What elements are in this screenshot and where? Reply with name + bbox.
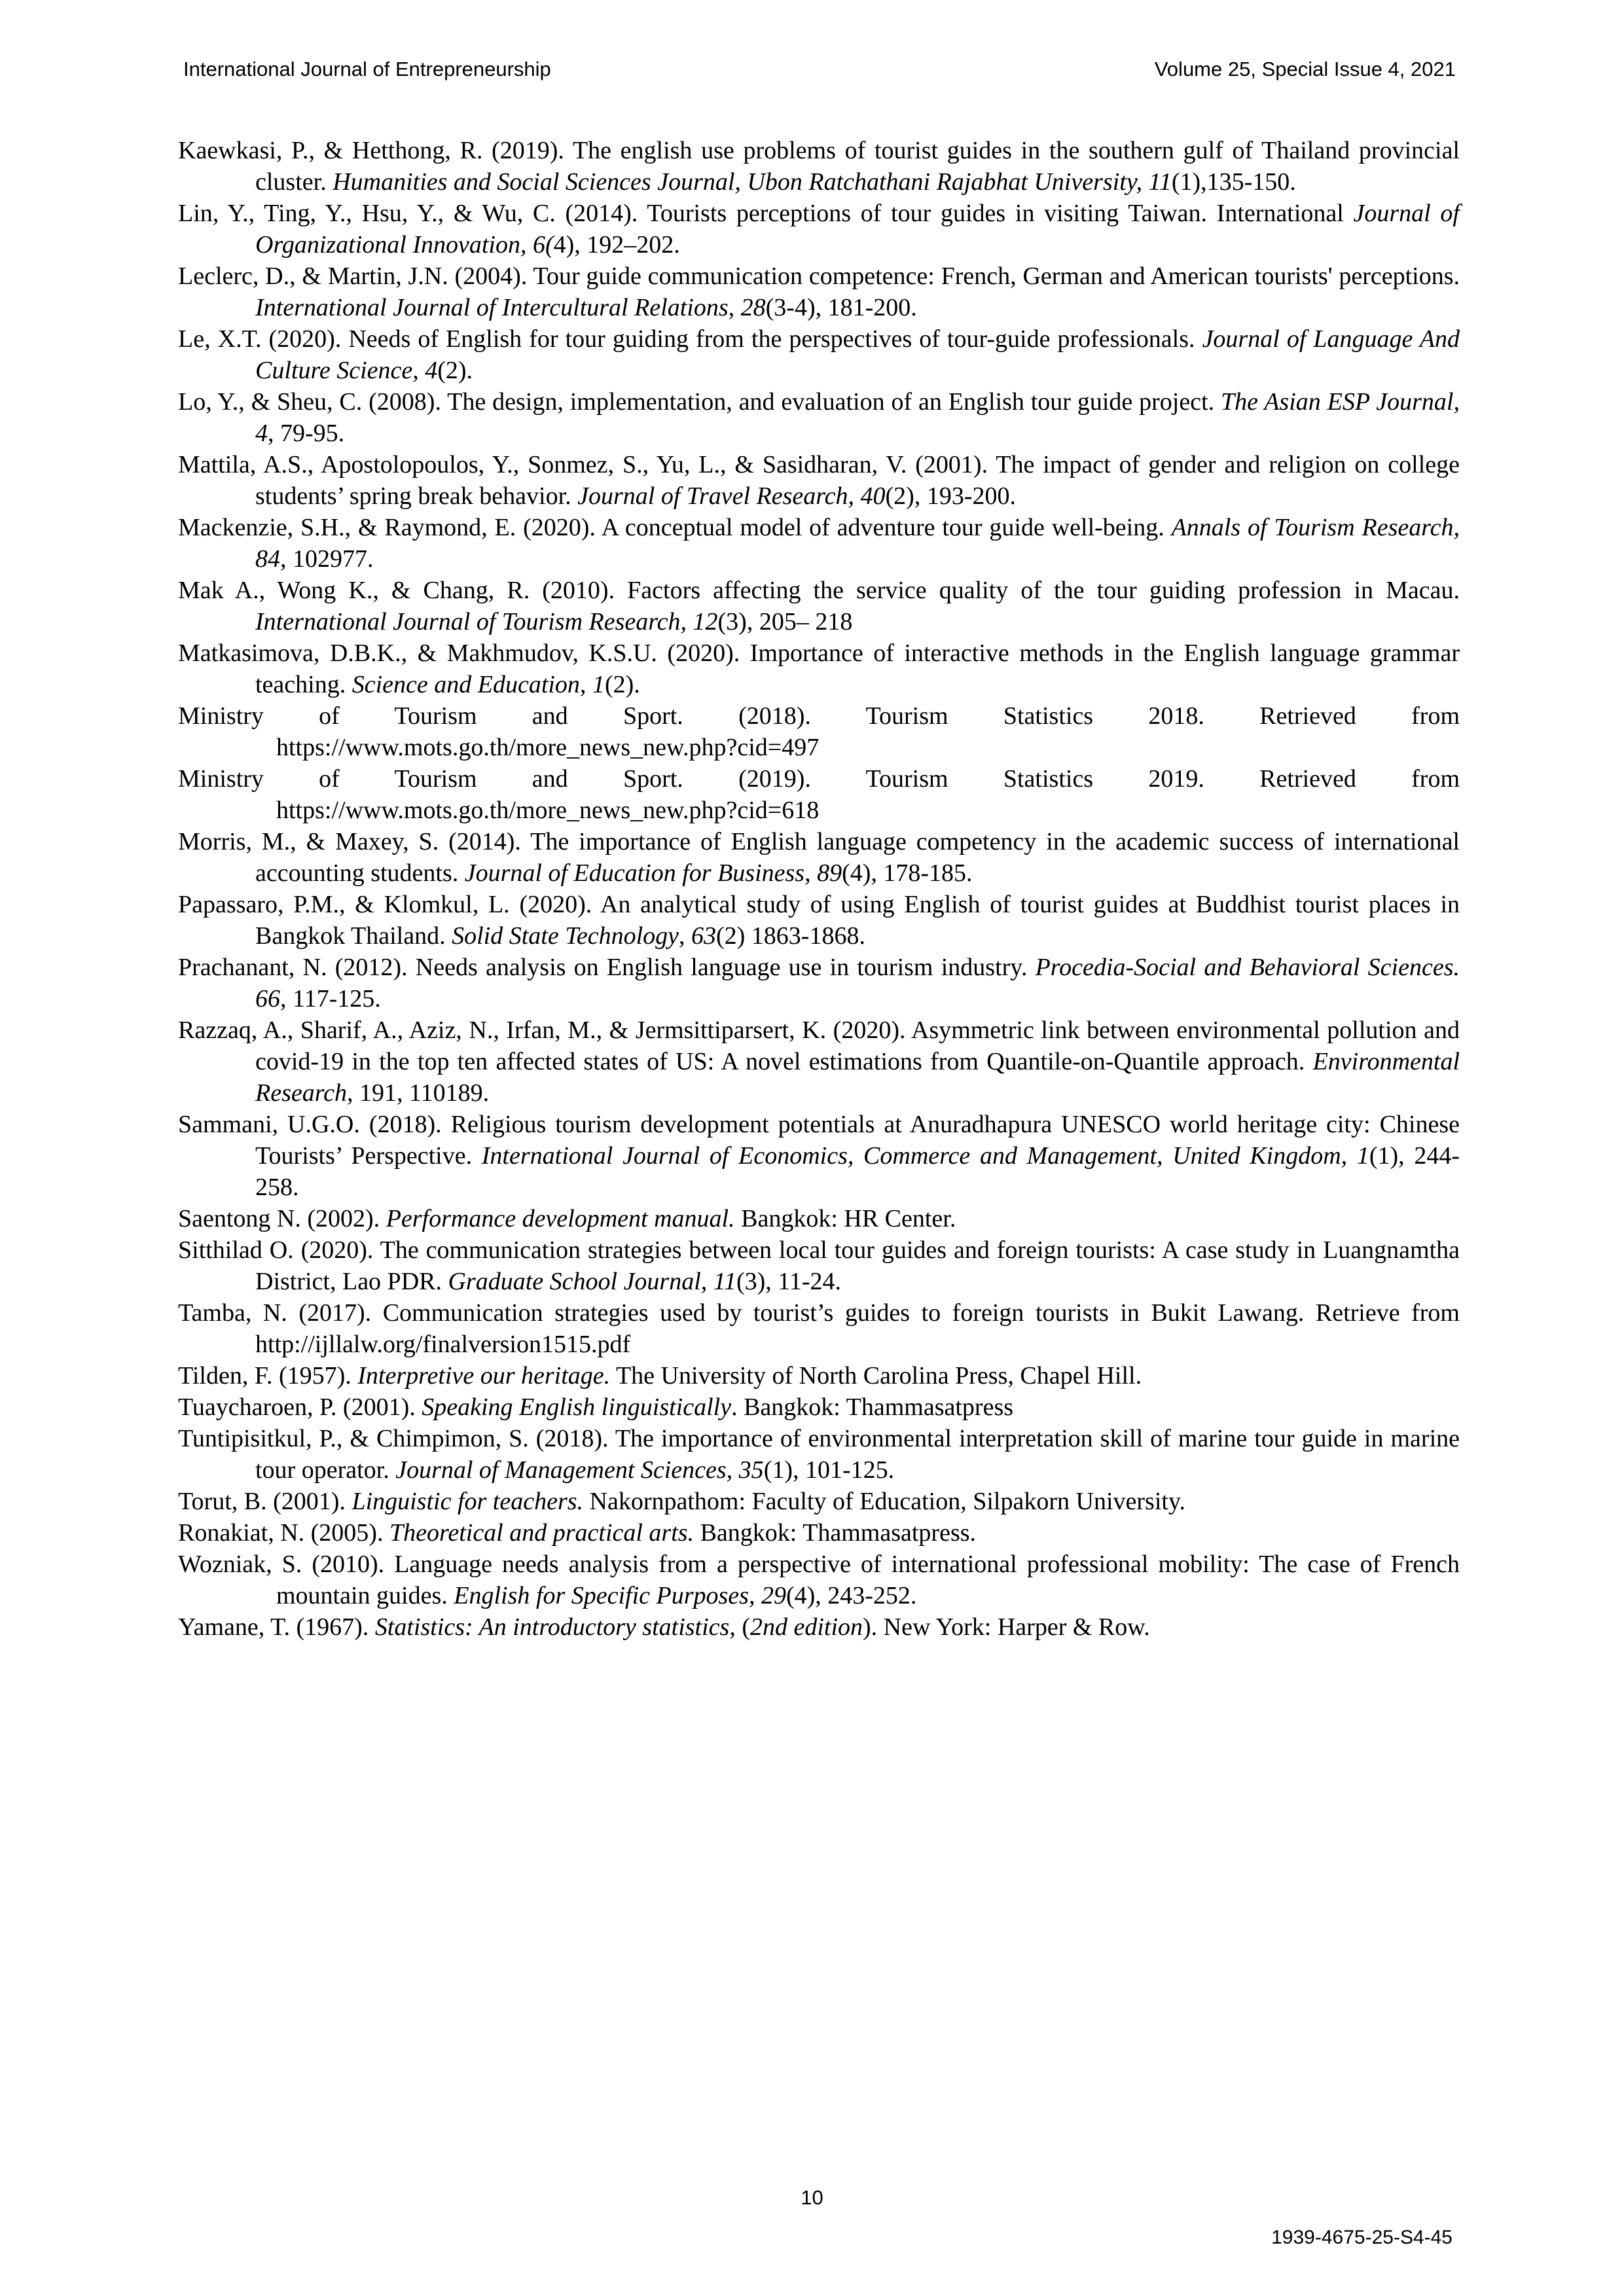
reference-text: Bangkok: HR Center.: [734, 1205, 956, 1232]
reference-text: , 79-95.: [268, 420, 345, 447]
reference-source: Interpretive our heritage.: [357, 1362, 611, 1390]
reference-text: (3), 205– 218: [717, 608, 853, 636]
reference-entry: [178, 260, 1460, 323]
reference-list: [178, 135, 1460, 1643]
reference-text: , 117-125.: [280, 985, 381, 1013]
reference-entry: [178, 1423, 1460, 1486]
reference-text: Tuntipisitkul, P., & Chimpimon, S. (2018). The importance of environmental interpretation skill of marine tour guide in marine tour operator.: [178, 1425, 1460, 1484]
reference-text: (3-4), 181-200.: [765, 294, 917, 321]
reference-entry: [178, 1297, 1460, 1360]
reference-entry: [178, 1517, 1460, 1549]
reference-entry: [178, 135, 1460, 198]
reference-source: Science and Education, 1: [352, 671, 605, 698]
reference-line: Ministry of Tourism and Sport. (2019). Tourism Statistics 2019. Retrieved from: [178, 765, 1460, 793]
reference-text: Torut, B. (2001).: [178, 1488, 352, 1515]
reference-entry: [178, 512, 1460, 575]
reference-entry: [178, 1611, 1460, 1643]
reference-text: , (: [729, 1613, 750, 1641]
reference-text: (2), 193-200.: [885, 482, 1016, 510]
reference-text: 4), 192–202.: [553, 231, 680, 259]
reference-source: Journal of Management Sciences, 35: [395, 1456, 764, 1484]
reference-source: Annals of Tourism Research, 84: [255, 514, 1460, 573]
reference-text: (3), 11-24.: [736, 1268, 842, 1295]
reference-entry: [178, 952, 1460, 1014]
reference-entry: [178, 1549, 1460, 1611]
journal-title: International Journal of Entrepreneurship: [183, 58, 551, 81]
reference-source: Linguistic for teachers.: [352, 1488, 584, 1515]
reference-text: Bangkok: Thammasatpress.: [694, 1519, 977, 1547]
reference-source: Procedia-Social and Behavioral Sciences. 66: [255, 954, 1460, 1013]
reference-entry: [178, 1014, 1460, 1109]
reference-text: (1),135-150.: [1171, 168, 1296, 196]
reference-source: 63: [691, 922, 716, 950]
reference-text: Mattila, A.S., Apostolopoulos, Y., Sonmez, S., Yu, L., & Sasidharan, V. (2001). The impact of gender and religion on college students’ spring break behavior.: [178, 451, 1460, 510]
reference-entry: [178, 386, 1460, 449]
reference-entry: [178, 198, 1460, 260]
reference-source: 2nd edition: [749, 1613, 863, 1641]
reference-text: The University of North Carolina Press, Chapel Hill.: [610, 1362, 1142, 1390]
reference-source: Theoretical and practical arts.: [389, 1519, 695, 1547]
reference-entry: [178, 323, 1460, 386]
reference-source: Performance development manual.: [386, 1205, 735, 1232]
reference-entry: [178, 889, 1460, 952]
reference-url: https://www.mots.go.th/more_news_new.php?cid=497: [276, 734, 820, 761]
issue-info: Volume 25, Special Issue 4, 2021: [1154, 58, 1456, 81]
reference-entry: [178, 575, 1460, 637]
reference-text: ,: [679, 922, 691, 950]
reference-text: . Bangkok: Thammasatpress: [731, 1393, 1014, 1421]
reference-text: Leclerc, D., & Martin, J.N. (2004). Tour guide communication competence: French, German and American tourists' perceptions.: [178, 262, 1460, 290]
reference-source: Environmental Research: [255, 1048, 1460, 1107]
reference-entry: [178, 637, 1460, 700]
reference-text: (1), 244-258.: [255, 1142, 1460, 1201]
reference-source: International Journal of Tourism Research, 12: [255, 608, 718, 636]
reference-text: (2).: [437, 357, 473, 384]
reference-source: International Journal of Intercultural Relations, 28: [255, 294, 766, 321]
reference-line: Ministry of Tourism and Sport. (2018). Tourism Statistics 2018. Retrieved from: [178, 702, 1460, 730]
reference-source: Graduate School Journal, 11: [448, 1268, 736, 1295]
reference-source: The Asian ESP Journal, 4: [255, 388, 1460, 447]
reference-text: Tamba, N. (2017). Communication strategies used by tourist’s guides to foreign tourists in Bukit Lawang. Retrieve from http://ijllalw.org/finalversion1515.pdf: [178, 1299, 1460, 1358]
reference-entry: [178, 1486, 1460, 1517]
reference-text: Sammani, U.G.O. (2018). Religious tourism development potentials at Anuradhapura UNESCO world heritage city: Chinese Tourists’ Perspective.: [178, 1111, 1460, 1170]
reference-entry: [178, 826, 1460, 889]
reference-source: Statistics: An introductory statistics: [374, 1613, 730, 1641]
reference-source: English for Specific Purposes, 29: [454, 1582, 786, 1609]
reference-text: Nakornpathom: Faculty of Education, Silpakorn University.: [583, 1488, 1185, 1515]
reference-source: International Journal of Economics, Commerce and Management, United Kingdom, 1: [481, 1142, 1369, 1170]
reference-entry: [178, 1360, 1460, 1391]
page-number: 10: [801, 2186, 823, 2209]
reference-text: Wozniak, S. (2010). Language needs analysis from a perspective of international professional mobility: The case of French mountain guides.: [178, 1551, 1460, 1609]
reference-text: Lin, Y., Ting, Y., Hsu, Y., & Wu, C. (2014). Tourists perceptions of tour guides in visiting Taiwan. International: [178, 200, 1354, 227]
reference-source: Journal of Travel Research, 40: [577, 482, 886, 510]
reference-source: Journal of Organizational Innovation, 6(: [255, 200, 1460, 259]
reference-text: Lo, Y., & Sheu, C. (2008). The design, implementation, and evaluation of an English tour guide project.: [178, 388, 1221, 416]
reference-entry: [178, 1109, 1460, 1203]
reference-source: Speaking English linguistically: [422, 1393, 732, 1421]
reference-text: Papassaro, P.M., & Klomkul, L. (2020). An analytical study of using English of tourist guides at Buddhist tourist places in Bangkok Thailand.: [178, 891, 1460, 950]
reference-text: Kaewkasi, P., & Hetthong, R. (2019). The english use problems of tourist guides in the southern gulf of Thailand provincial cluster.: [178, 137, 1460, 196]
reference-text: ). New York: Harper & Row.: [863, 1613, 1150, 1641]
reference-entry: [178, 449, 1460, 512]
reference-entry: [178, 1203, 1460, 1234]
reference-entry: [178, 1234, 1460, 1297]
reference-text: Mak A., Wong K., & Chang, R. (2010). Factors affecting the service quality of the tour guiding profession in Macau.: [178, 577, 1460, 604]
reference-text: , 191, 110189.: [346, 1079, 490, 1107]
reference-text: Razzaq, A., Sharif, A., Aziz, N., Irfan, M., & Jermsittiparsert, K. (2020). Asymmetric link between environmental pollution and covid-19 in the top ten affected states of US: A novel estimations from Quantile-on-Quantile approach.: [178, 1016, 1460, 1075]
reference-text: Yamane, T. (1967).: [178, 1613, 375, 1641]
reference-text: Matkasimova, D.B.K., & Makhmudov, K.S.U. (2020). Importance of interactive methods in the English language grammar teaching.: [178, 639, 1460, 698]
reference-entry: [178, 1391, 1460, 1423]
reference-text: (4), 178-185.: [842, 859, 973, 887]
reference-text: (1), 101-125.: [763, 1456, 895, 1484]
reference-entry: [178, 700, 1460, 763]
reference-text: Ronakiat, N. (2005).: [178, 1519, 389, 1547]
reference-text: Sitthilad O. (2020). The communication strategies between local tour guides and foreign tourists: A case study in Luangnamtha District, Lao PDR.: [178, 1236, 1460, 1295]
reference-text: Tilden, F. (1957).: [178, 1362, 358, 1390]
article-id: 1939-4675-25-S4-45: [1271, 2227, 1453, 2248]
reference-source: Journal of Education for Business, 89: [464, 859, 842, 887]
reference-text: Morris, M., & Maxey, S. (2014). The importance of English language competency in the academic success of international accounting students.: [178, 828, 1460, 887]
reference-text: (4), 243-252.: [785, 1582, 917, 1609]
reference-text: Prachanant, N. (2012). Needs analysis on English language use in tourism industry.: [178, 954, 1036, 981]
reference-source: Journal of Language And Culture Science, 4: [255, 325, 1460, 384]
reference-source: Humanities and Social Sciences Journal, Ubon Ratchathani Rajabhat University, 11: [333, 168, 1172, 196]
reference-text: Saentong N. (2002).: [178, 1205, 386, 1232]
reference-text: (2) 1863-1868.: [716, 922, 865, 950]
reference-text: , 102977.: [280, 545, 374, 573]
reference-source: Solid State Technology: [452, 922, 679, 950]
reference-text: (2).: [604, 671, 640, 698]
reference-text: Mackenzie, S.H., & Raymond, E. (2020). A conceptual model of adventure tour guide well-being.: [178, 514, 1172, 541]
reference-entry: [178, 763, 1460, 826]
reference-text: Le, X.T. (2020). Needs of English for tour guiding from the perspectives of tour-guide professionals.: [178, 325, 1202, 353]
reference-text: Tuaycharoen, P. (2001).: [178, 1393, 422, 1421]
reference-url: https://www.mots.go.th/more_news_new.php?cid=618: [276, 797, 820, 824]
